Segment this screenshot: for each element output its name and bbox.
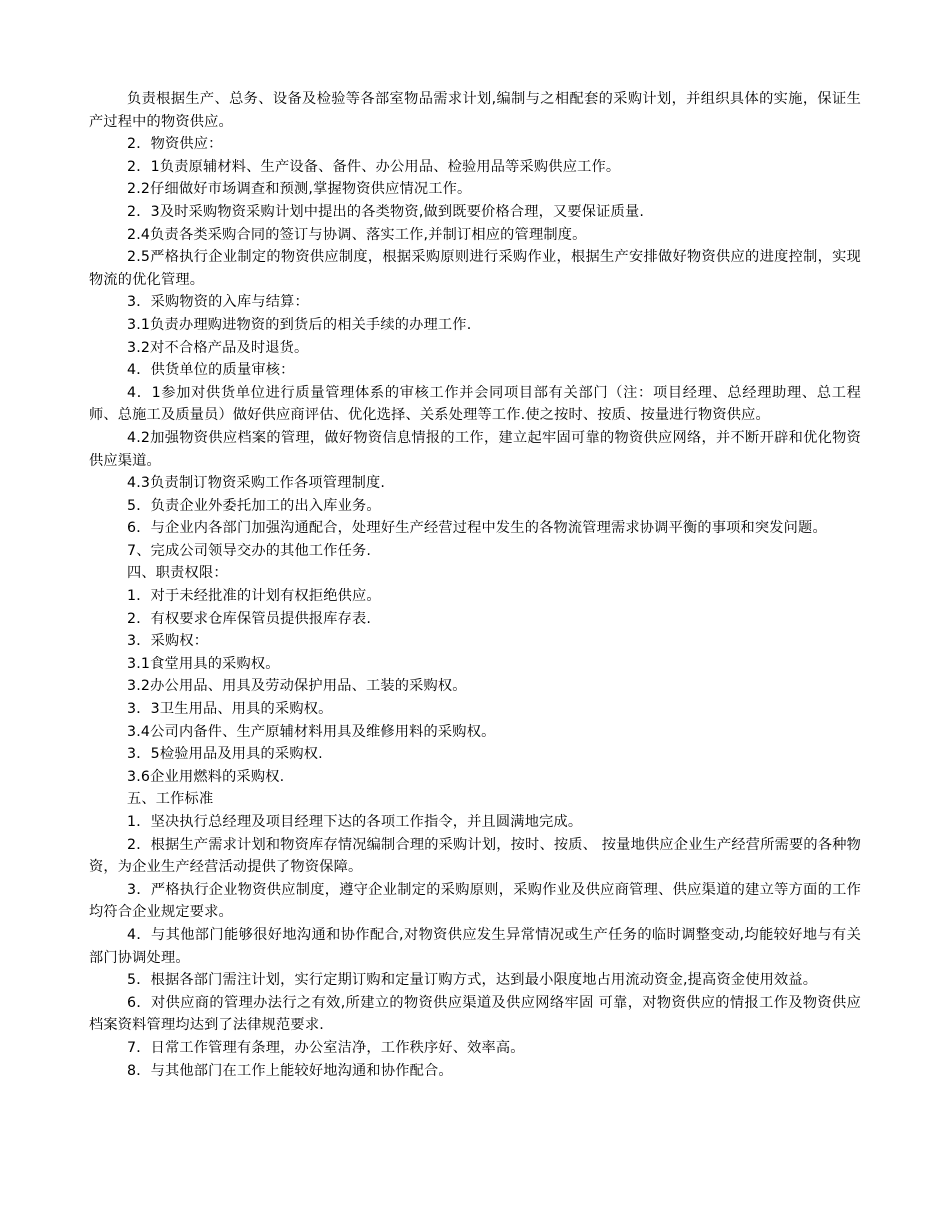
paragraph: 3.4公司内备件、生产原辅材料用具及维修用料的采购权。 [127, 723, 496, 740]
section-heading: 3．采购物资的入库与结算： [127, 294, 309, 311]
paragraph: 2.5严格执行企业制定的物资供应制度，根据采购原则进行采购作业，根据生产安排做好物资供应的进度控制，实现物流的优化管理。 [89, 249, 861, 288]
paragraph: 2．3及时采购物资采购计划中提出的各类物资,做到既要价格合理，又要保证质量. [127, 203, 645, 220]
paragraph: 1．坚决执行总经理及项目经理下达的各项工作指令，并且圆满地完成。 [127, 814, 583, 830]
section-heading: 3．采购权： [127, 633, 209, 650]
document-body [89, 88, 861, 1082]
paragraph: 2．根据生产需求计划和物资库存情况编制合理的采购计划，按时、按质、 按量地供应企业生产经营所需要的各种物资，为企业生产经营活动提供了物资保障。 [89, 836, 861, 876]
paragraph: 7、完成公司领导交办的其他工作任务. [127, 542, 372, 559]
paragraph: 7．日常工作管理有条理，办公室洁净，工作秩序好、效率高。 [127, 1039, 525, 1056]
paragraph: 3.1负责办理购进物资的到货后的相关手续的办理工作. [127, 316, 472, 333]
section-heading: 五、工作标准 [127, 791, 214, 808]
paragraph: 3．严格执行企业物资供应制度，遵守企业制定的采购原则，采购作业及供应商管理、供应渠道的建立等方面的工作均符合企业规定要求。 [89, 881, 861, 921]
paragraph: 3．3卫生用品、用具的采购权。 [127, 701, 333, 718]
section-heading: 2．物资供应： [127, 136, 223, 153]
paragraph: 3.1食堂用具的采购权。 [127, 655, 280, 672]
paragraph: 2．1负责原辅材料、生产设备、备件、办公用品、检验用品等采购供应工作。 [127, 158, 621, 175]
paragraph: 3.6企业用燃料的采购权. [127, 768, 285, 785]
paragraph: 4.3负责制订物资采购工作各项管理制度. [127, 475, 386, 492]
paragraph: 4．1参加对供货单位进行质量管理体系的审核工作并会同项目部有关部门（注：项目经理、总经理助理、总工程师、总施工及质量员）做好供应商评估、优化选择、关系处理等工作.使之按时、按质、按量进行物资供应。 [89, 384, 861, 424]
paragraph: 5．根据各部门需注计划，实行定期订购和定量订购方式，达到最小限度地占用流动资金,提高资金使用效益。 [127, 972, 818, 989]
paragraph: 2.4负责各类采购合同的签订与协调、落实工作,并制订相应的管理制度。 [127, 226, 587, 243]
paragraph: 3.2对不合格产品及时退货。 [127, 339, 309, 356]
section-heading: 4．供货单位的质量审核： [127, 362, 295, 379]
paragraph: 3．5检验用品及用具的采购权. [127, 746, 323, 763]
paragraph: 3.2办公用品、用具及劳动保护用品、工装的采购权。 [127, 678, 467, 695]
paragraph: 4.2加强物资供应档案的管理，做好物资信息情报的工作，建立起牢固可靠的物资供应网络，并不断开辟和优化物资供应渠道。 [89, 429, 861, 469]
paragraph: 6．对供应商的管理办法行之有效,所建立的物资供应渠道及供应网络牢固 可靠，对物资供应的情报工作及物资供应档案资料管理均达到了法律规范要求. [89, 994, 861, 1034]
paragraph: 4．与其他部门能够很好地沟通和协作配合,对物资供应发生异常情况或生产任务的临时调整变动,均能较好地与有关部门协调处理。 [89, 926, 861, 966]
paragraph: 负责根据生产、总务、设备及检验等各部室物品需求计划,编制与之相配套的采购计划，并组织具体的实施，保证生产过程中的物资供应。 [89, 91, 861, 130]
paragraph: 5．负责企业外委托加工的出入库业务。 [127, 497, 381, 514]
section-heading: 四、职责权限： [127, 565, 228, 582]
paragraph: 1．对于未经批准的计划有权拒绝供应。 [127, 588, 381, 605]
paragraph: 2.2仔细做好市场调查和预测,掌握物资供应情况工作。 [127, 181, 472, 198]
paragraph: 6．与企业内各部门加强沟通配合，处理好生产经营过程中发生的各物流管理需求协调平衡的事项和突发问题。 [127, 520, 827, 537]
paragraph: 2．有权要求仓库保管员提供报库存表. [127, 610, 372, 627]
paragraph: 8．与其他部门在工作上能较好地沟通和协作配合。 [127, 1062, 453, 1079]
